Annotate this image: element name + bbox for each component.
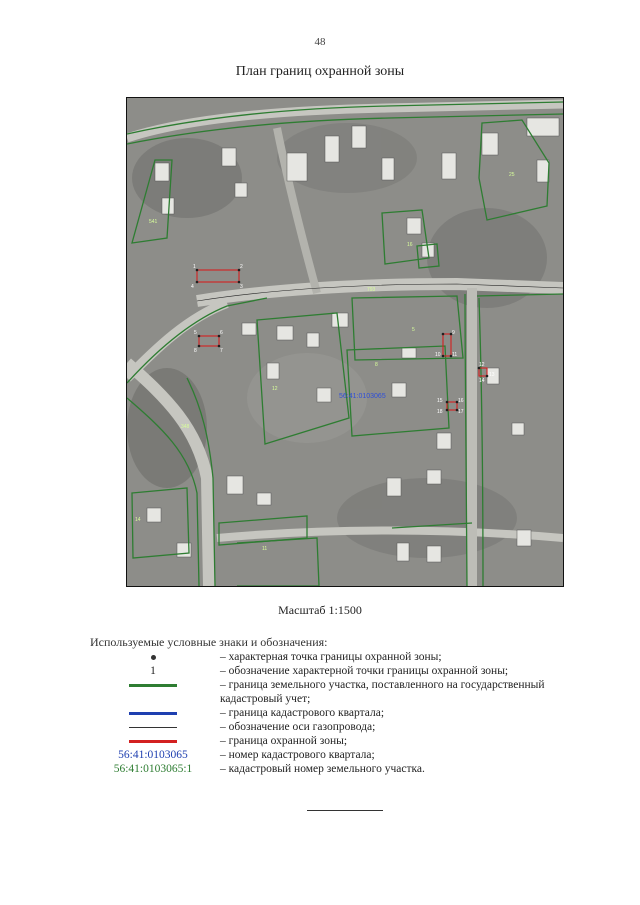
parcel-label: 16 <box>407 242 413 248</box>
point-number-sample: 1 <box>150 665 156 677</box>
scale-label: Масштаб 1:1500 <box>278 603 362 617</box>
point-label: 12 <box>479 362 485 368</box>
parcel-label: 14 <box>135 517 141 523</box>
legend <box>90 650 600 776</box>
parcel-label: 25 <box>509 172 515 178</box>
legend-row <box>90 664 600 678</box>
quarter-label: 56:41:0103065 <box>339 393 386 400</box>
point-label: 11 <box>452 352 458 358</box>
axis-line-icon <box>129 727 177 728</box>
parcel-label: 8 <box>375 362 378 368</box>
point-label: 15 <box>437 398 443 404</box>
bottom-rule <box>307 810 383 811</box>
parcel-label: 12 <box>272 386 278 392</box>
legend-row <box>90 762 600 776</box>
point-label: 4 <box>191 284 194 290</box>
point-label: 6 <box>220 330 223 336</box>
point-label: 1 <box>193 264 196 270</box>
point-label: 3 <box>240 284 243 290</box>
point-label: 7 <box>220 348 223 354</box>
road-label-348: 348 <box>181 424 190 430</box>
point-label: 13 <box>489 372 495 378</box>
legend-desc: – номер кадастрового квартала; <box>220 749 375 761</box>
point-label: 18 <box>437 409 443 415</box>
legend-desc: – граница охранной зоны; <box>220 735 348 747</box>
legend-row <box>90 678 600 706</box>
parcel-line-icon <box>129 684 177 687</box>
legend-row <box>90 720 600 734</box>
parcel-number-sample: 56:41:0103065:1 <box>113 763 193 775</box>
legend-desc: – граница земельного участка, поставленного на государственный кадастровый учет; <box>220 679 545 705</box>
parcel-label: 5 <box>412 327 415 333</box>
point-label: 16 <box>458 398 464 404</box>
legend-desc: – обозначение характерной точки границы охранной зоны; <box>220 665 509 677</box>
parcel-label: 11 <box>262 546 268 552</box>
page-title: План границ охранной зоны <box>235 64 405 79</box>
point-label: 9 <box>452 330 455 336</box>
point-dot-icon <box>151 655 156 660</box>
legend-row <box>90 734 600 748</box>
point-label: 5 <box>194 330 197 336</box>
parcel-label: 541 <box>149 219 158 225</box>
page-number: 48 <box>314 36 326 48</box>
quarter-number-sample: 56:41:0103065 <box>118 749 188 761</box>
road-label-793: 793 <box>367 287 376 293</box>
point-label: 17 <box>458 409 464 415</box>
map-canvas <box>127 98 563 586</box>
legend-title: Используемые условные знаки и обозначения: <box>90 635 328 649</box>
legend-desc: – кадастровый номер земельного участка. <box>220 763 425 775</box>
point-label: 8 <box>194 348 197 354</box>
legend-row <box>90 706 600 720</box>
legend-row <box>90 748 600 762</box>
point-label: 2 <box>240 264 243 270</box>
legend-desc: – характерная точка границы охранной зоны; <box>220 651 442 663</box>
quarter-line-icon <box>129 712 177 715</box>
zone-line-icon <box>129 740 177 743</box>
aerial-map[interactable] <box>126 97 564 587</box>
legend-desc: – обозначение оси газопровода; <box>220 721 376 733</box>
legend-desc: – граница кадастрового квартала; <box>220 707 385 719</box>
point-label: 10 <box>435 352 441 358</box>
point-label: 14 <box>479 378 485 384</box>
legend-row <box>90 650 600 664</box>
